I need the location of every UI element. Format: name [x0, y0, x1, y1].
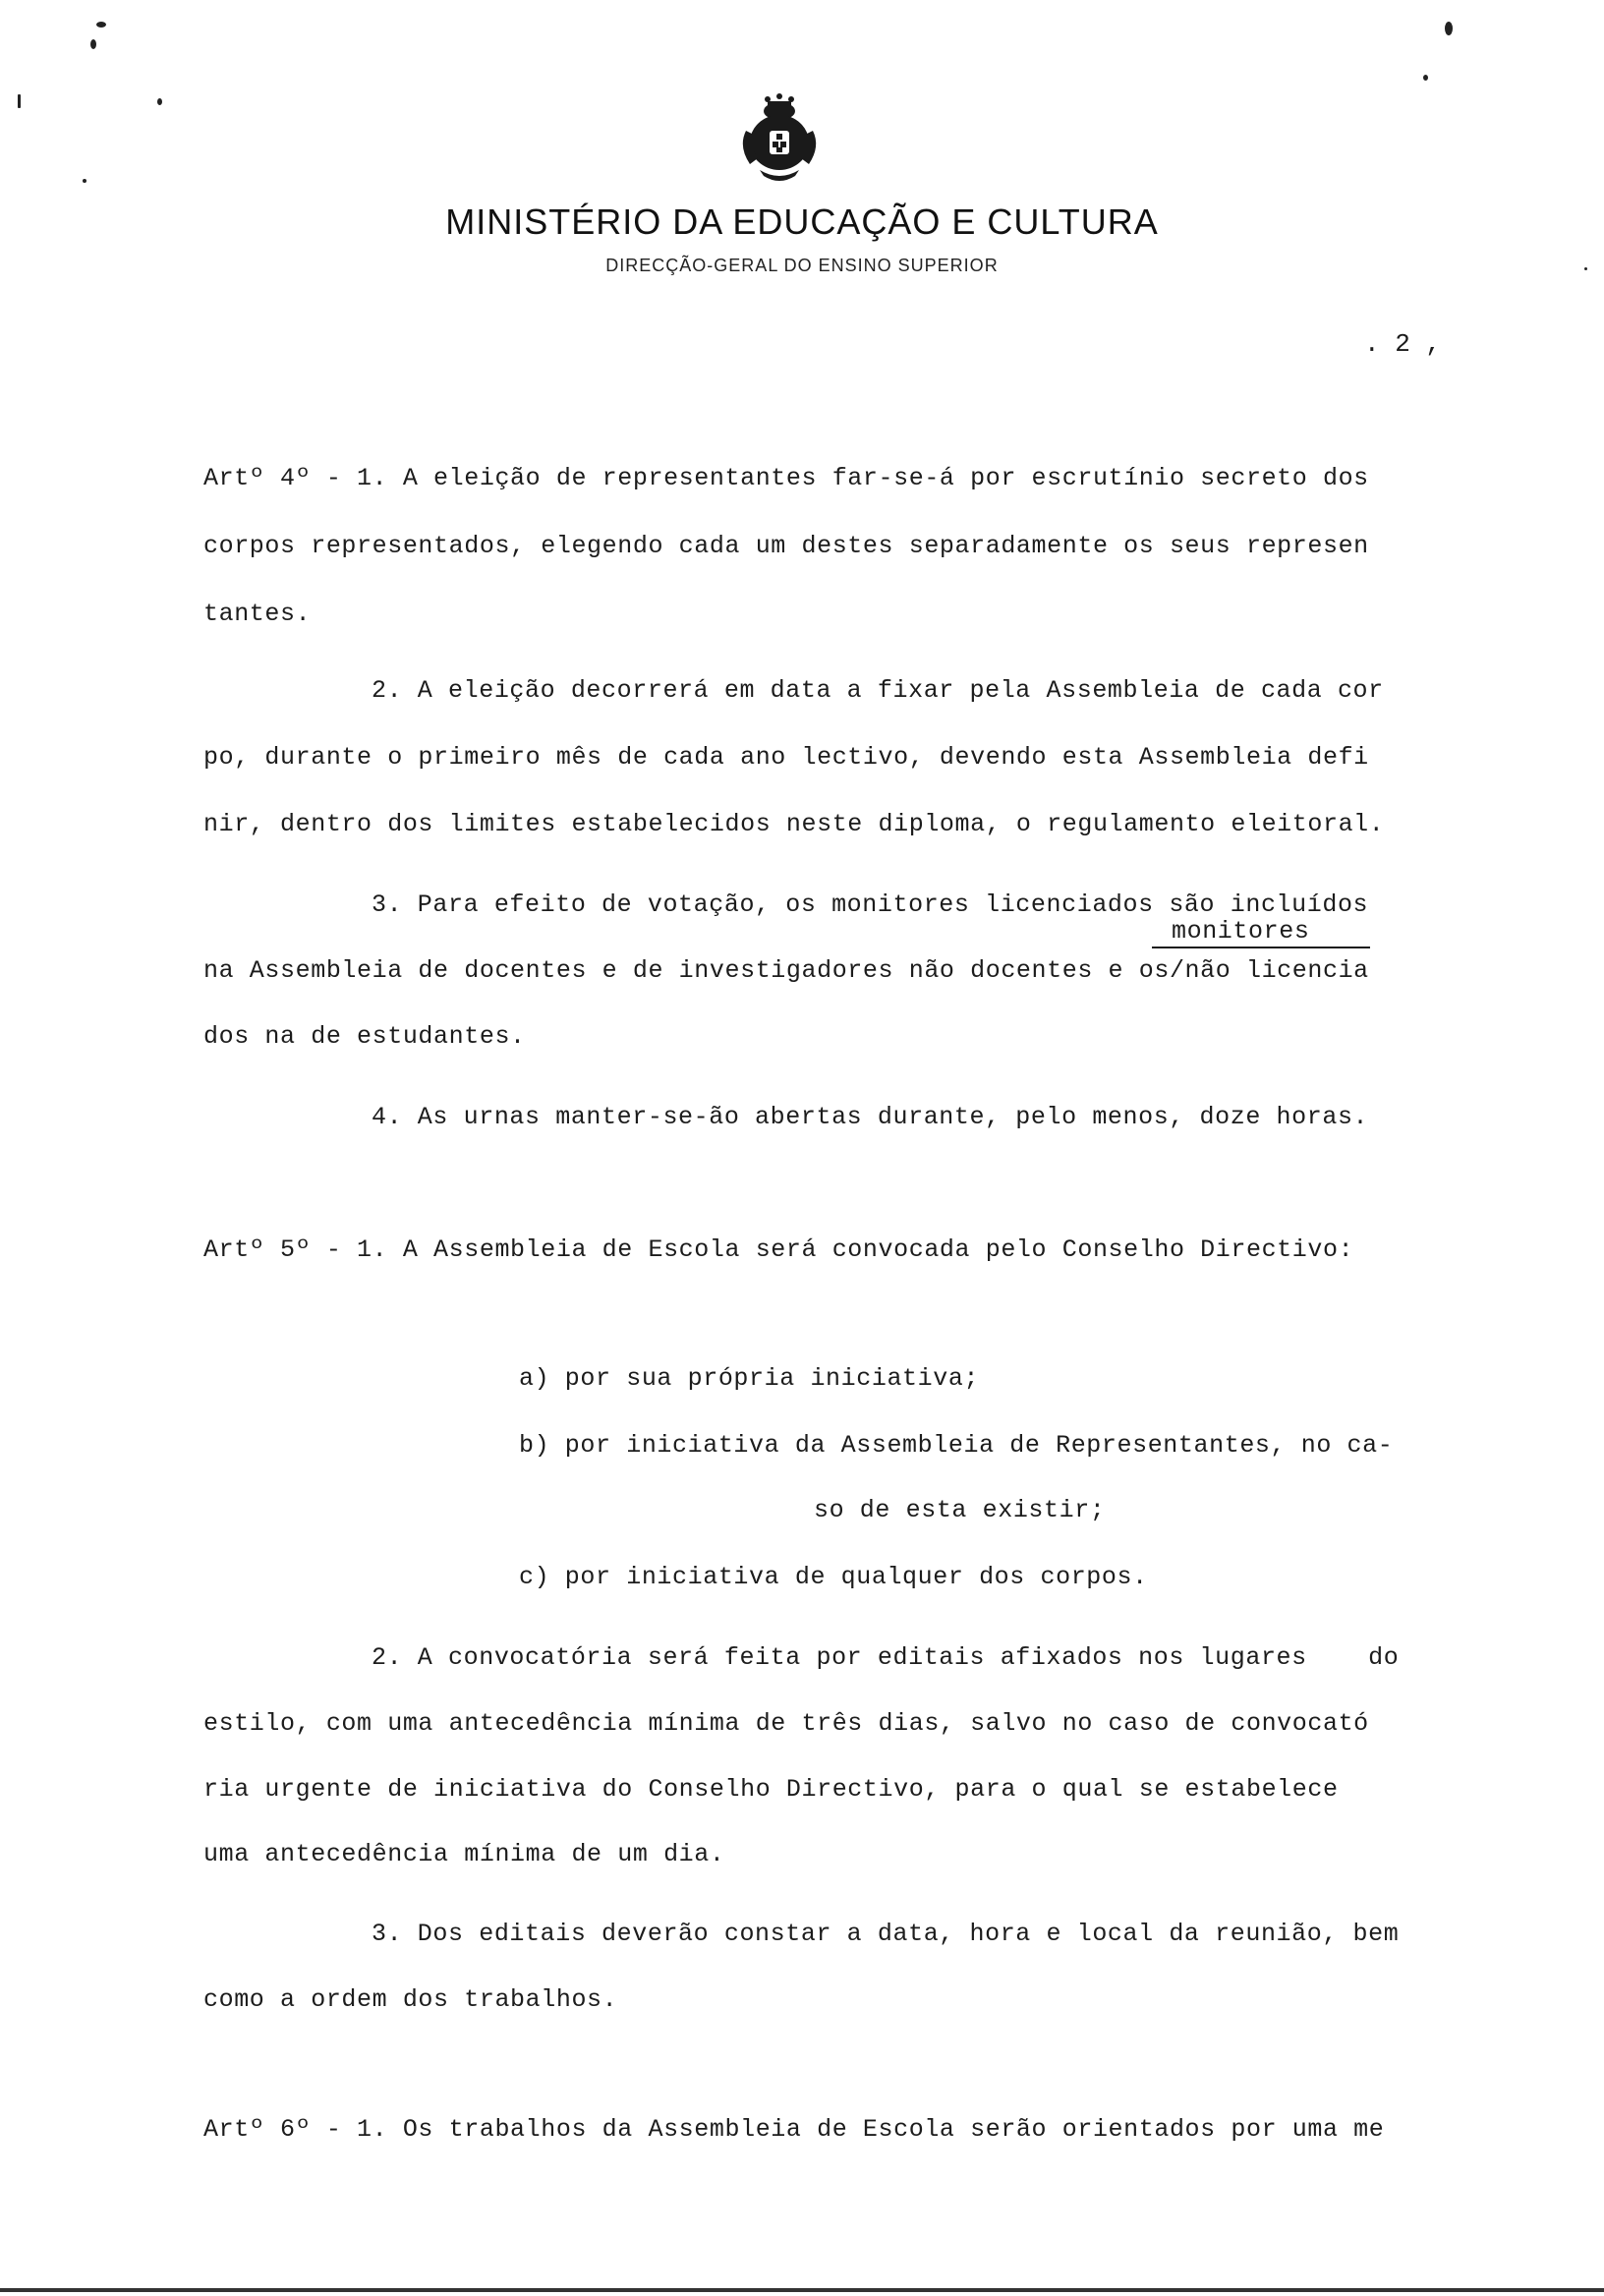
scan-speck — [1445, 22, 1453, 35]
ministry-title: MINISTÉRIO DA EDUCAÇÃO E CULTURA — [445, 201, 1159, 242]
text-line: uma antecedência mínima de um dia. — [203, 1840, 725, 1868]
scan-speck — [157, 98, 162, 105]
page-bottom-edge — [0, 2288, 1604, 2292]
text-line: 4. As urnas manter-se-ão abertas durante, pelo menos, doze horas. — [372, 1103, 1369, 1131]
text-line: 2. A eleição decorrerá em data a fixar pela Assembleia de cada cor — [372, 676, 1384, 705]
text-line: 2. A convocatória será feita por editais afixados nos lugares do — [372, 1643, 1400, 1672]
scan-speck — [96, 22, 106, 28]
inserted-word: monitores — [1172, 917, 1310, 946]
scan-speck — [18, 94, 21, 108]
text-line: nir, dentro dos limites estabelecidos neste diploma, o regulamento eleitoral. — [203, 810, 1385, 838]
text-line: 3. Dos editais deverão constar a data, hora e local da reunião, bem — [372, 1920, 1400, 1948]
list-item: c) por iniciativa de qualquer dos corpos. — [519, 1563, 1148, 1591]
list-item: so de esta existir; — [814, 1496, 1106, 1524]
text-line: po, durante o primeiro mês de cada ano lectivo, devendo esta Assembleia defi — [203, 743, 1369, 772]
text-line: 3. Para efeito de votação, os monitores licenciados são incluídos — [372, 890, 1369, 919]
list-item: a) por sua própria iniciativa; — [519, 1364, 980, 1393]
list-item: b) por iniciativa da Assembleia de Representantes, no ca- — [519, 1431, 1394, 1460]
text-line: Artº 5º - 1. A Assembleia de Escola será convocada pelo Conselho Directivo: — [203, 1235, 1354, 1264]
text-line: corpos representados, elegendo cada um destes separadamente os seus represen — [203, 532, 1369, 560]
scan-speck — [83, 179, 86, 183]
direction-subtitle: DIRECÇÃO-GERAL DO ENSINO SUPERIOR — [605, 256, 999, 275]
scan-speck — [1423, 75, 1428, 81]
text-line: tantes. — [203, 600, 312, 628]
text-line: Artº 4º - 1. A eleição de representantes far-se-á por escrutínio secreto dos — [203, 464, 1369, 492]
coat-of-arms-seal — [732, 91, 827, 186]
text-line: ria urgente de iniciativa do Conselho Directivo, para o qual se estabelece — [203, 1775, 1339, 1804]
text-line: na Assembleia de docentes e de investigadores não docentes e os/não licencia — [203, 956, 1369, 985]
text-line: estilo, com uma antecedência mínima de três dias, salvo no caso de convocató — [203, 1709, 1369, 1738]
text-line: como a ordem dos trabalhos. — [203, 1985, 618, 2014]
text-line: Artº 6º - 1. Os trabalhos da Assembleia de Escola serão orientados por uma me — [203, 2115, 1385, 2144]
scan-speck — [90, 39, 96, 49]
text-line: dos na de estudantes. — [203, 1022, 526, 1051]
page-number: . 2 , — [1364, 329, 1442, 359]
insertion-rule — [1152, 947, 1370, 948]
